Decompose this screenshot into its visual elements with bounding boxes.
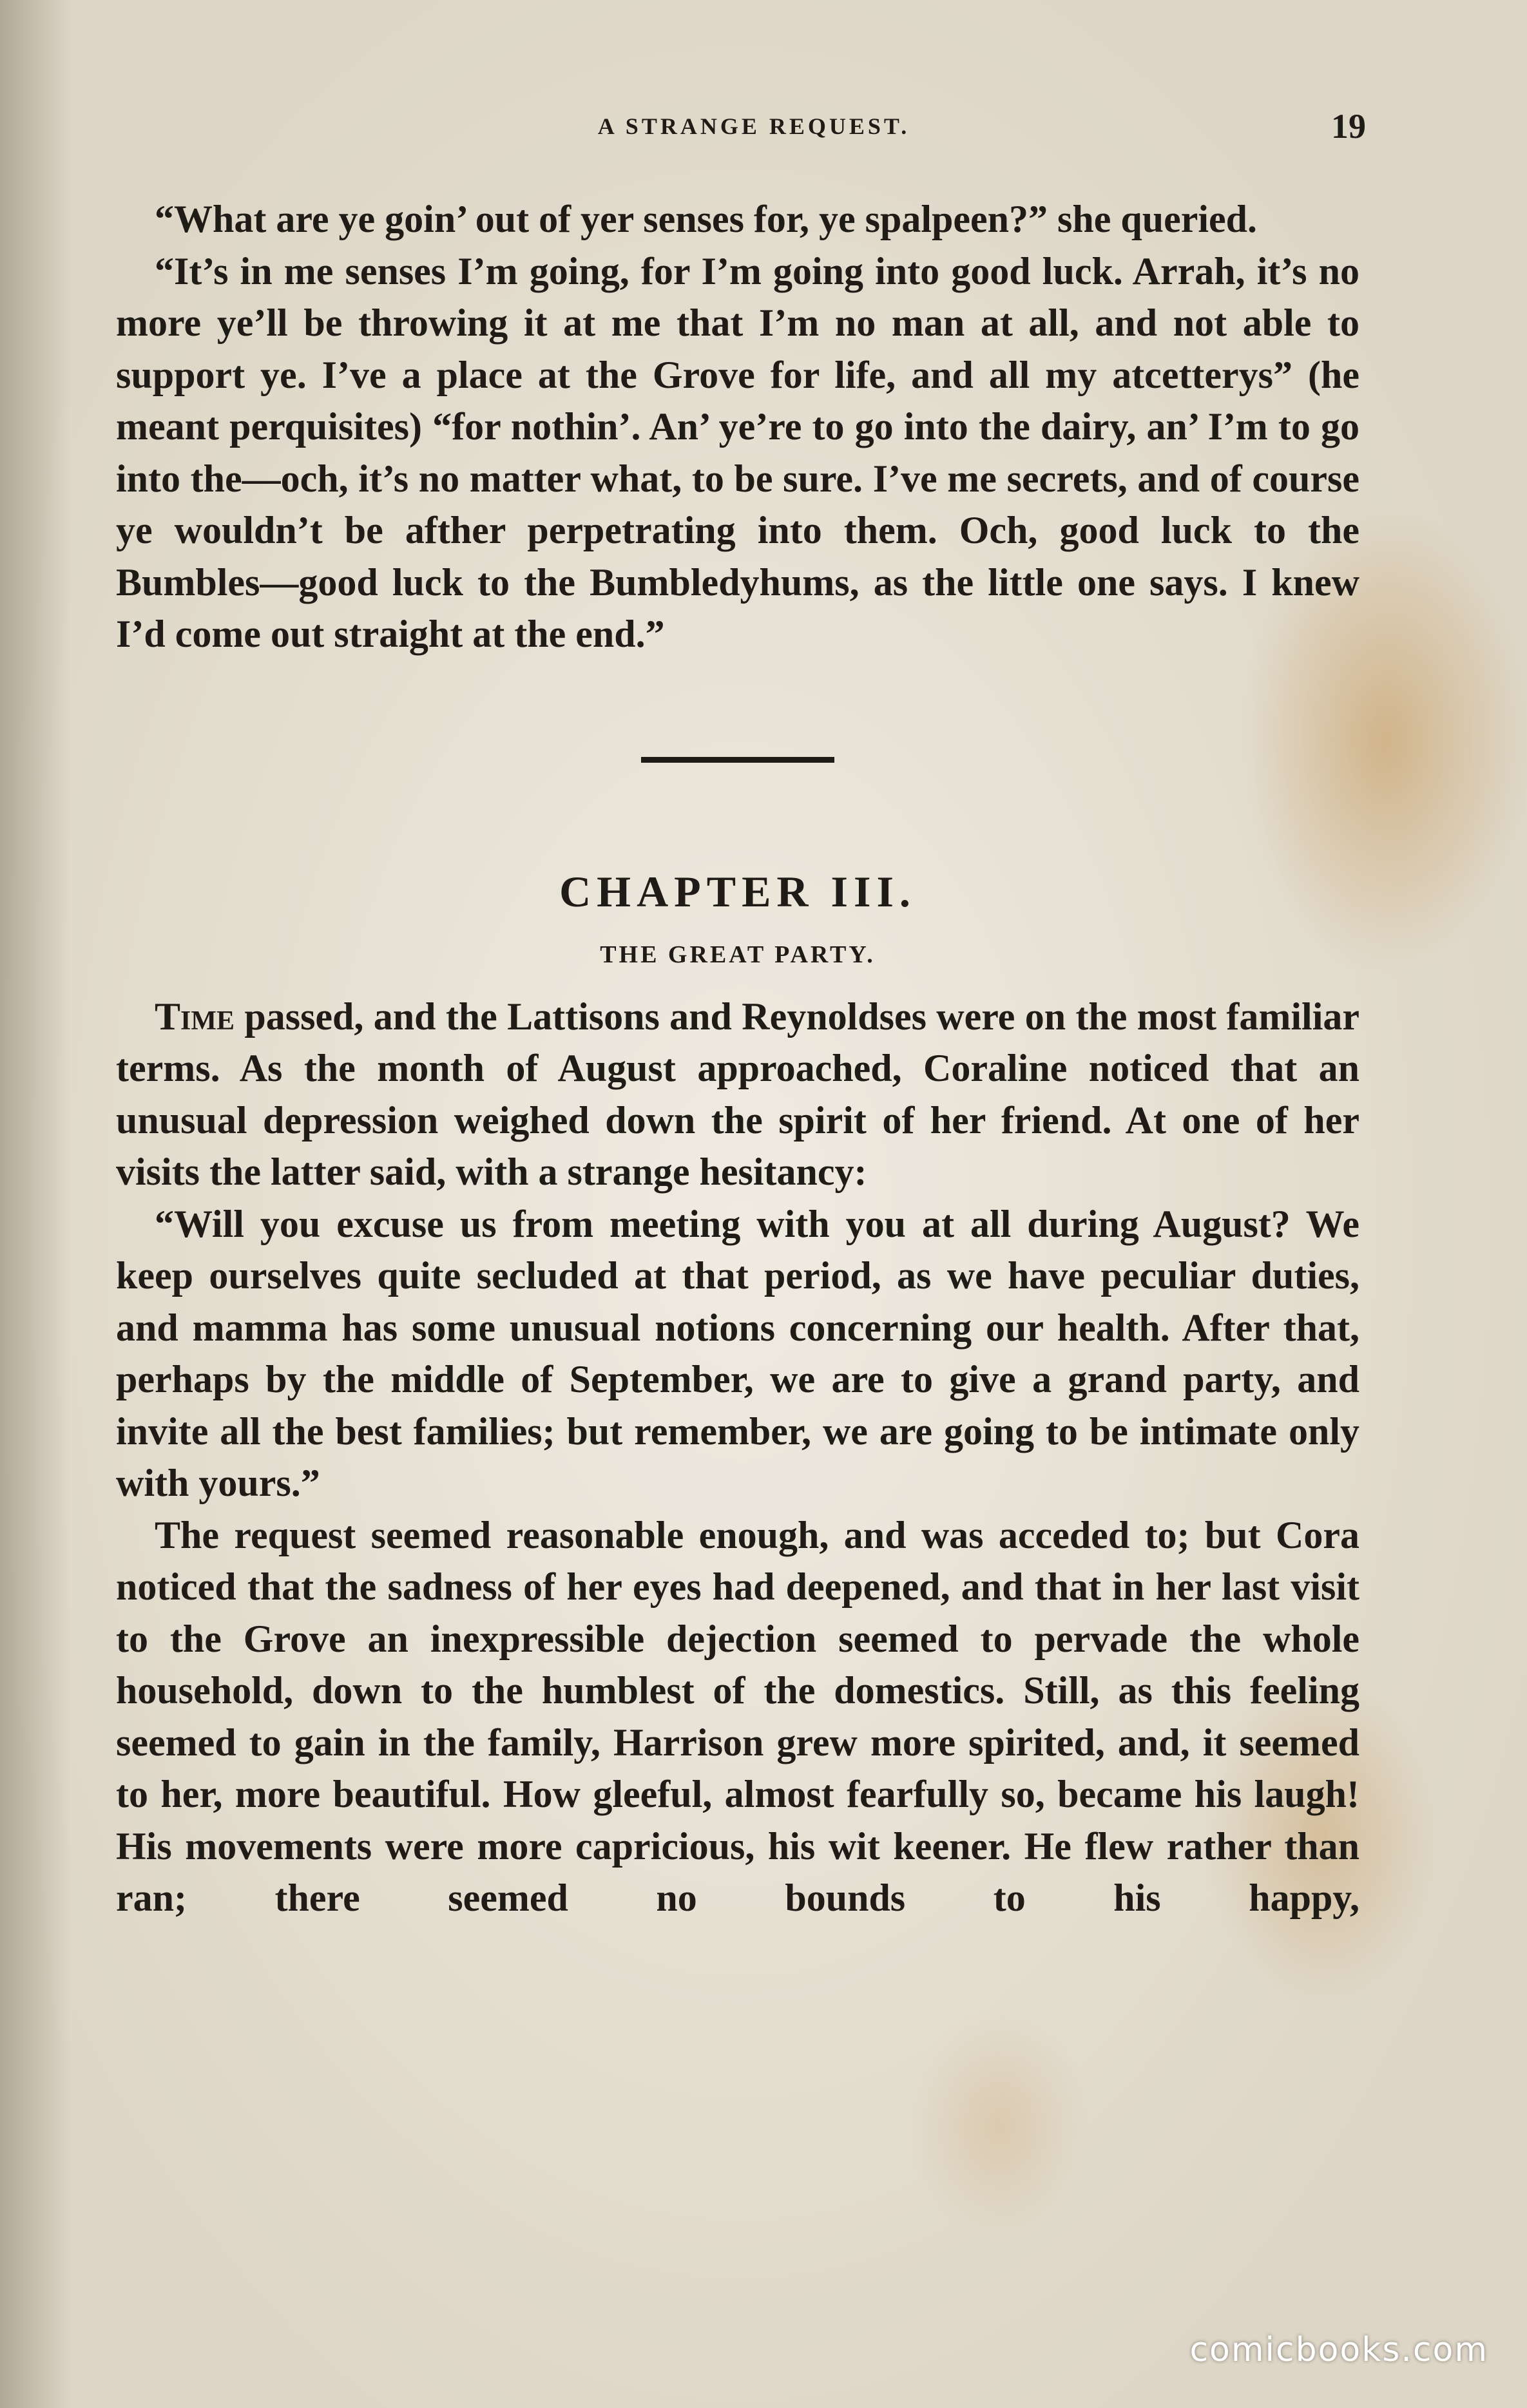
page-gutter-shadow [0, 0, 71, 2408]
opening-word: Time [155, 995, 235, 1038]
paragraph: “What are ye goin’ out of yer senses for, ye spalpeen?” she queried. [155, 198, 1258, 240]
running-head [116, 106, 1392, 158]
chapter-opening-paragraph [116, 991, 1359, 1198]
page-text [116, 193, 1359, 1924]
paragraph: “Will you excuse us from meeting with you at all during August? We keep ourselves quite secluded at that period, as we have peculiar duties, and mamma has some unusual notions concerning our health. After that, perhaps by the middle of September, we are to give a grand party, and invite all the best families; but remember, we are going to be intimate only with yours.” [116, 1202, 1359, 1504]
opening-paragraph-text: passed, and the Lattisons and Reynoldses were on the most familiar terms. As the month of August approached, Coraline noticed that an unusual depression weighed down the spirit of her friend. At one of her visits the latter said, with a strange hesitancy: [116, 995, 1359, 1193]
paragraph: The request seemed reasonable enough, and was acceded to; but Cora noticed that the sadness of her eyes had deepened, and that in her last visit to the Grove an inexpressible dejection seemed to pervade the whole household, down to the humblest of the domestics. Still, as this feeling seemed to gain in the family, Harrison grew more spirited, and, it seemed to her, more beautiful. How gleeful, almost fearfully so, became his laugh! His movements were more capricious, his wit keener. He flew rather than ran; there seemed no bounds to his happy, [116, 1513, 1359, 1919]
chapter-subtitle: THE GREAT PARTY. [600, 941, 876, 968]
chapter-title: CHAPTER III. [559, 866, 916, 916]
page-number: 19 [1331, 107, 1366, 146]
watermark: comicbooks.com [1189, 2331, 1488, 2369]
running-title: A STRANGE REQUEST. [597, 113, 910, 139]
paragraph: “It’s in me senses I’m going, for I’m going into good luck. Arrah, it’s no more ye’ll be throwing it at me that I’m no man at all, and not able to support ye. I’ve a place at the Grove for life, and all my atcetterys” (he meant perquisites) “for nothin’. An’ ye’re to go into the dairy, an’ I’m to go into the—och, it’s no matter what, to be sure. I’ve me secrets, and of course ye wouldn’t be afther perpetrating into them. Och, good luck to the Bumbles—good luck to the Bumbledyhums, as the little one says. I knew I’d come out straight at the end.” [116, 249, 1359, 655]
section-rule [641, 757, 834, 763]
